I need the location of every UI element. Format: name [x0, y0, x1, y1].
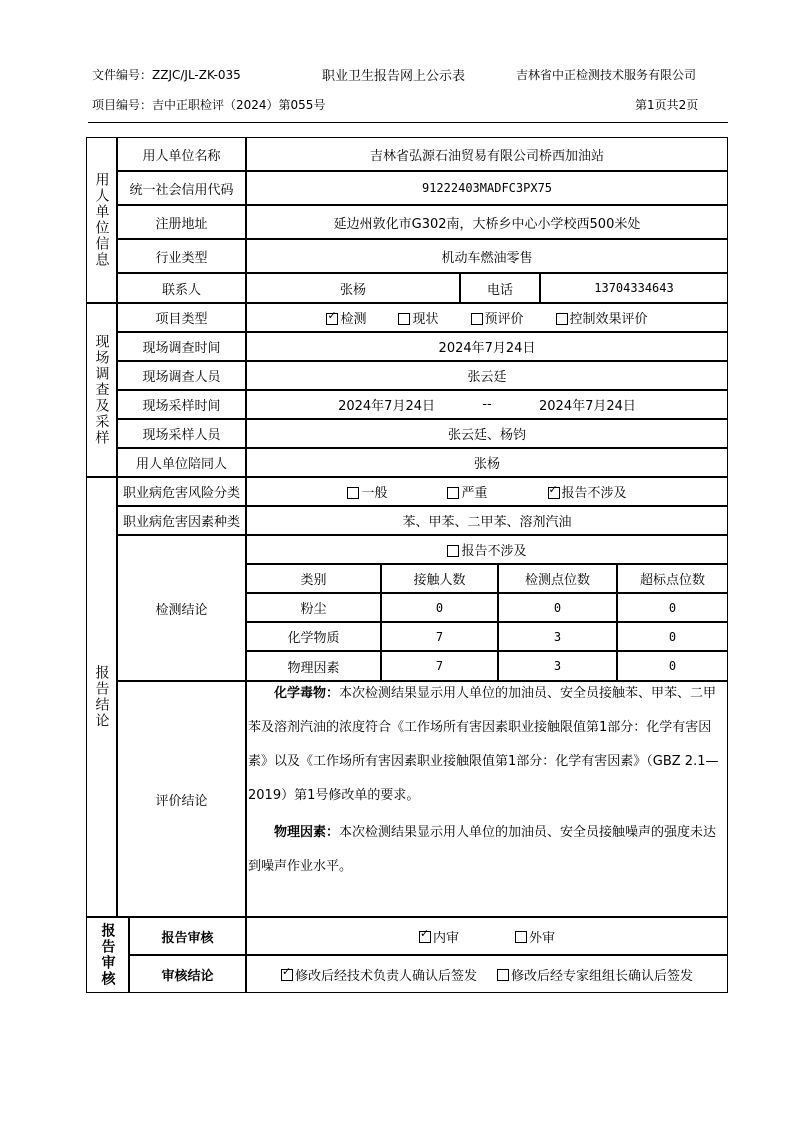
checkbox-checked-icon[interactable] — [419, 931, 431, 943]
employer-name-label: 用人单位名称 — [117, 137, 246, 171]
eval-label: 评价结论 — [117, 681, 246, 917]
chem-paragraph: 化学毒物：本次检测结果显示用人单位的加油员、安全员接触苯、甲苯、二甲苯及溶剂汽油的浓度符合《工作场所有害因素职业接触限值第1部分：化学有害因素》以及《工作场所有害因素职业接触限值第1部分：化学有害因素》（GBZ 2.1—2019）第1号修改单的要求。 — [248, 686, 719, 803]
risk-option[interactable]: 一般 — [347, 482, 387, 501]
checkbox-empty-icon[interactable] — [497, 969, 509, 981]
checkbox-empty-icon[interactable] — [398, 313, 410, 325]
table-cell: 物理因素 — [246, 651, 381, 681]
sampling-separator: -- — [482, 397, 492, 412]
credit-code-label: 统一社会信用代码 — [117, 171, 246, 205]
document-title: 职业卫生报告网上公示表 — [322, 69, 466, 84]
result-label: 审核结论 — [129, 955, 246, 993]
result-option[interactable]: 修改后经专家组组长确认后签发 — [497, 965, 693, 984]
page-indicator: 第1页共2页 — [635, 98, 699, 112]
table-cell: 7 — [381, 622, 498, 651]
survey-time: 2024年7月24日 — [246, 332, 728, 361]
project-type-label: 项目类型 — [117, 303, 246, 332]
surveyor-label: 现场调查人员 — [117, 361, 246, 390]
table-cell: 0 — [617, 593, 728, 622]
table-cell: 化学物质 — [246, 622, 381, 651]
survey-time-label: 现场调查时间 — [117, 332, 246, 361]
table-header: 检测点位数 — [498, 564, 617, 593]
table-cell: 粉尘 — [246, 593, 381, 622]
checkbox-checked-icon[interactable] — [548, 487, 560, 499]
section-employer-info: 用人单位信息 — [86, 137, 117, 303]
sampling-time-label: 现场采样时间 — [117, 390, 246, 419]
sampling-time — [246, 390, 728, 419]
review-option[interactable]: ✓ 内审 — [419, 927, 459, 946]
section-review: 报告审核 — [86, 917, 129, 993]
risk-option[interactable]: ✓ 报告不涉及 — [548, 482, 627, 501]
checkbox-empty-icon[interactable] — [447, 545, 459, 557]
checkbox-empty-icon[interactable] — [347, 487, 359, 499]
project-number: 项目编号：吉中正职检评（2024）第055号 — [92, 98, 326, 112]
industry: 机动车燃油零售 — [246, 239, 728, 273]
project-type-option[interactable]: 现状 — [398, 308, 438, 327]
sampling-start: 2024年7月24日 — [338, 399, 435, 414]
table-cell: 0 — [381, 593, 498, 622]
detection-not-involved[interactable]: 报告不涉及 — [246, 535, 728, 564]
credit-code: 91222403MADFC3PX75 — [246, 171, 728, 205]
contact-label: 联系人 — [117, 273, 246, 303]
factor-list: 苯、甲苯、二甲苯、溶剂汽油 — [246, 506, 728, 535]
sampler-label: 现场采样人员 — [117, 419, 246, 448]
phone-number: 13704334643 — [540, 273, 728, 303]
detection-label: 检测结论 — [117, 535, 246, 681]
section-conclusion: 报告结论 — [86, 477, 117, 917]
checkbox-empty-icon[interactable] — [471, 313, 483, 325]
checkbox-checked-icon[interactable] — [281, 969, 293, 981]
contact-name: 张杨 — [246, 273, 460, 303]
review-option[interactable]: 外审 — [515, 927, 555, 946]
risk-options — [246, 477, 728, 506]
header-divider — [88, 122, 728, 123]
company-name: 吉林省中正检测技术服务有限公司 — [516, 68, 697, 82]
checkbox-checked-icon[interactable] — [326, 313, 338, 325]
escort-label: 用人单位陪同人 — [117, 448, 246, 477]
risk-option[interactable]: 严重 — [447, 482, 487, 501]
table-header: 接触人数 — [381, 564, 498, 593]
table-cell: 3 — [498, 622, 617, 651]
result-option[interactable]: ✓ 修改后经技术负责人确认后签发 — [281, 965, 477, 984]
table-header: 类别 — [246, 564, 381, 593]
project-type-option[interactable]: 控制效果评价 — [556, 308, 648, 327]
table-cell: 0 — [617, 651, 728, 681]
checkbox-empty-icon[interactable] — [447, 487, 459, 499]
address: 延边州敦化市G302南，大桥乡中心小学校西500米处 — [246, 205, 728, 239]
table-cell: 7 — [381, 651, 498, 681]
table-cell: 3 — [498, 651, 617, 681]
project-type-option[interactable]: ✓ 检测 — [326, 308, 366, 327]
employer-name: 吉林省弘源石油贸易有限公司桥西加油站 — [246, 137, 728, 171]
sampling-end: 2024年7月24日 — [539, 399, 636, 414]
escort: 张杨 — [246, 448, 728, 477]
table-header: 超标点位数 — [617, 564, 728, 593]
result-options — [246, 955, 728, 993]
review-label: 报告审核 — [129, 917, 246, 955]
address-label: 注册地址 — [117, 205, 246, 239]
project-type-options — [246, 303, 728, 332]
risk-label: 职业病危害风险分类 — [117, 477, 246, 506]
phys-paragraph: 物理因素：本次检测结果显示用人单位的加油员、安全员接触噪声的强度未达到噪声作业水平。 — [248, 825, 717, 874]
sampler: 张云廷、杨钧 — [246, 419, 728, 448]
table-cell: 0 — [498, 593, 617, 622]
file-number: 文件编号：ZZJC/JL-ZK-035 — [92, 68, 241, 82]
checkbox-empty-icon[interactable] — [515, 931, 527, 943]
section-survey: 现场调查及采样 — [86, 303, 117, 477]
checkbox-empty-icon[interactable] — [556, 313, 568, 325]
factor-label: 职业病危害因素种类 — [117, 506, 246, 535]
phone-label: 电话 — [460, 273, 540, 303]
table-cell: 0 — [617, 622, 728, 651]
review-options — [246, 917, 728, 955]
industry-label: 行业类型 — [117, 239, 246, 273]
project-type-option[interactable]: 预评价 — [471, 308, 524, 327]
surveyor: 张云廷 — [246, 361, 728, 390]
